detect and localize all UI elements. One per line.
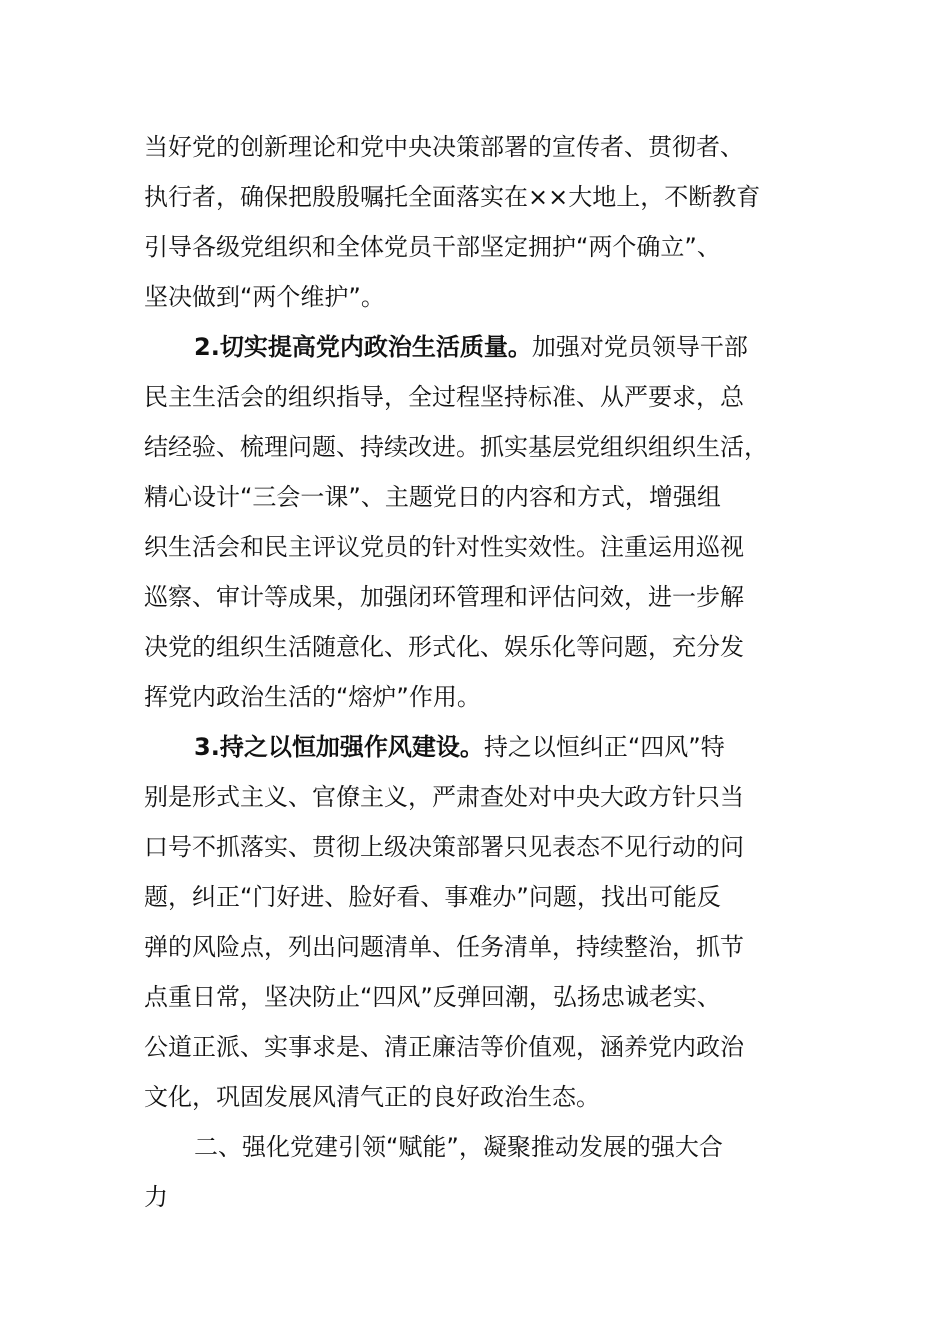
section-heading-3: 3.持之以恒加强作风建设。 (194, 733, 484, 761)
text-run: 持之以恒纠正“四风”特 (483, 733, 725, 761)
text-line: 题，纠正“门好进、脸好看、事难办”问题，找出可能反 (144, 883, 721, 911)
section-heading-2-main: 二、强化党建引领“赋能”，凝聚推动发展的强大合 (194, 1133, 723, 1161)
text-line: 力 (144, 1183, 168, 1211)
heading-line-3 (144, 722, 804, 772)
text-line: 弹的风险点，列出问题清单、任务清单，持续整治，抓节 (144, 933, 744, 961)
text-line: 文化，巩固发展风清气正的良好政治生态。 (144, 1083, 600, 1111)
text-line: 巡察、审计等成果，加强闭环管理和评估问效，进一步解 (144, 583, 744, 611)
text-line: 口号不抓落实、贯彻上级决策部署只见表态不见行动的问 (144, 833, 744, 861)
text-line: 结经验、梳理问题、持续改进。抓实基层党组织组织生活， (144, 433, 768, 461)
text-line: 当好党的创新理论和党中央决策部署的宣传者、贯彻者、 (144, 133, 744, 161)
section-heading-2: 2.切实提高党内政治生活质量。 (194, 333, 532, 361)
text-line: 精心设计“三会一课”、主题党日的内容和方式，增强组 (144, 483, 721, 511)
text-line: 执行者，确保把殷殷嘱托全面落实在××大地上，不断教育 (144, 183, 761, 211)
text-line: 别是形式主义、官僚主义，严肃查处对中央大政方针只当 (144, 783, 744, 811)
document-page (144, 122, 804, 1222)
text-line: 决党的组织生活随意化、形式化、娱乐化等问题，充分发 (144, 633, 744, 661)
text-line: 引导各级党组织和全体党员干部坚定拥护“两个确立”、 (144, 233, 721, 261)
heading-line-2 (144, 322, 804, 372)
text-line: 点重日常，坚决防止“四风”反弹回潮，弘扬忠诚老实、 (144, 983, 721, 1011)
text-run: 加强对党员领导干部 (531, 333, 748, 361)
text-line: 公道正派、实事求是、清正廉洁等价值观，涵养党内政治 (144, 1033, 744, 1061)
text-line: 坚决做到“两个维护”。 (144, 283, 385, 311)
text-line: 挥党内政治生活的“熔炉”作用。 (144, 683, 481, 711)
text-line: 民主生活会的组织指导，全过程坚持标准、从严要求，总 (144, 383, 744, 411)
text-line: 织生活会和民主评议党员的针对性实效性。注重运用巡视 (144, 533, 744, 561)
